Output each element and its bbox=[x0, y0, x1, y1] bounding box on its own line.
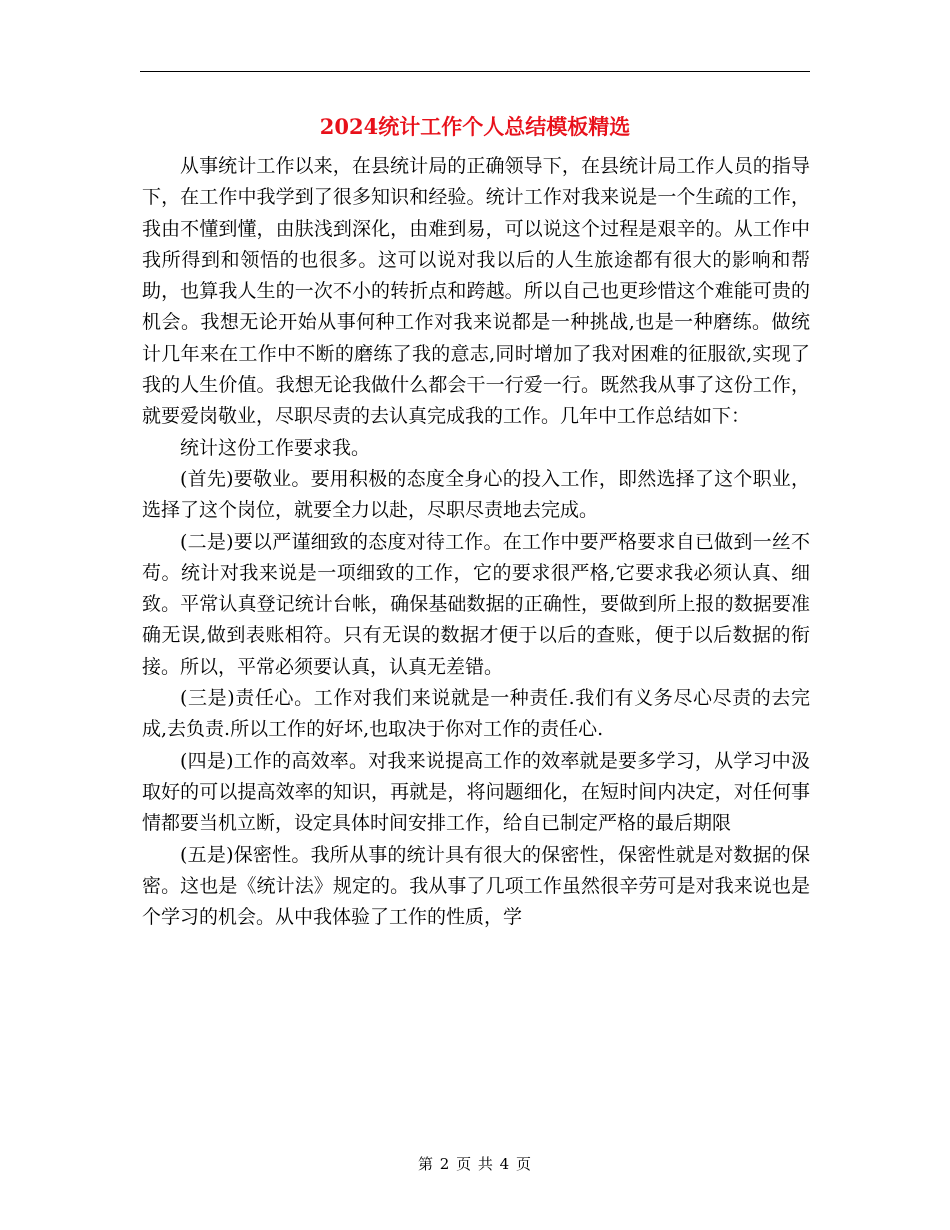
header-rule bbox=[140, 71, 810, 72]
document-title: 2024统计工作个人总结模板精选 bbox=[319, 114, 631, 139]
paragraph-intro: 从事统计工作以来，在县统计局的正确领导下，在县统计局工作人员的指导下，在工作中我学到了很多知识和经验。统计工作对我来说是一个生疏的工作，我由不懂到懂，由肤浅到深化，由难到易，可以说这个过程是艰辛的。从工作中我所得到和领悟的也很多。这可以说对我以后的人生旅途都有很大的影响和帮助，也算我人生的一次不小的转折点和跨越。所以自己也更珍惜这个难能可贵的机会。我想无论开始从事何种工作对我来说都是一种挑战,也是一种磨练。做统计几年来在工作中不断的磨练了我的意志,同时增加了我对困难的征服欲,实现了我的人生价值。我想无论我做什么都会干一行爱一行。既然我从事了这份工作，就要爱岗敬业，尽职尽责的去认真完成我的工作。几年中工作总结如下： bbox=[142, 155, 810, 428]
paragraph-second-rigor: (二是)要以严谨细致的态度对待工作。在工作中要严格要求自已做到一丝不苟。统计对我来说是一项细致的工作，它的要求很严格,它要求我必须认真、细致。平常认真登记统计台帐，确保基础数据的正确性，要做到所上报的数据要准确无误,做到表账相符。只有无误的数据才便于以后的查账，便于以后数据的衔接。所以，平常必须要认真，认真无差错。 bbox=[142, 530, 810, 678]
paragraph-fourth-efficiency: (四是)工作的高效率。对我来说提高工作的效率就是要多学习，从学习中汲取好的可以提高效率的知识，再就是，将问题细化，在短时间内决定，对任何事情都要当机立断，设定具体时间安排工作，给自已制定严格的最后期限 bbox=[142, 749, 810, 835]
document-body bbox=[142, 151, 810, 933]
paragraph-third-responsibility: (三是)责任心。工作对我们来说就是一种责任.我们有义务尽心尽责的去完成,去负责.所以工作的好坏,也取决于你对工作的责任心. bbox=[142, 687, 810, 741]
page-number-footer: 第 2 页 共 4 页 bbox=[418, 1155, 532, 1173]
paragraph-first-dedication: (首先)要敬业。要用积极的态度全身心的投入工作，即然选择了这个职业，选择了这个岗位，就要全力以赴，尽职尽责地去完成。 bbox=[142, 467, 810, 522]
paragraph-fifth-confidentiality: (五是)保密性。我所从事的统计具有很大的保密性，保密性就是对数据的保密。这也是《统计法》规定的。我从事了几项工作虽然很辛劳可是对我来说也是个学习的机会。从中我体验了工作的性质，学 bbox=[142, 843, 810, 929]
paragraph-requirements-heading: 统计这份工作要求我。 bbox=[180, 436, 371, 459]
